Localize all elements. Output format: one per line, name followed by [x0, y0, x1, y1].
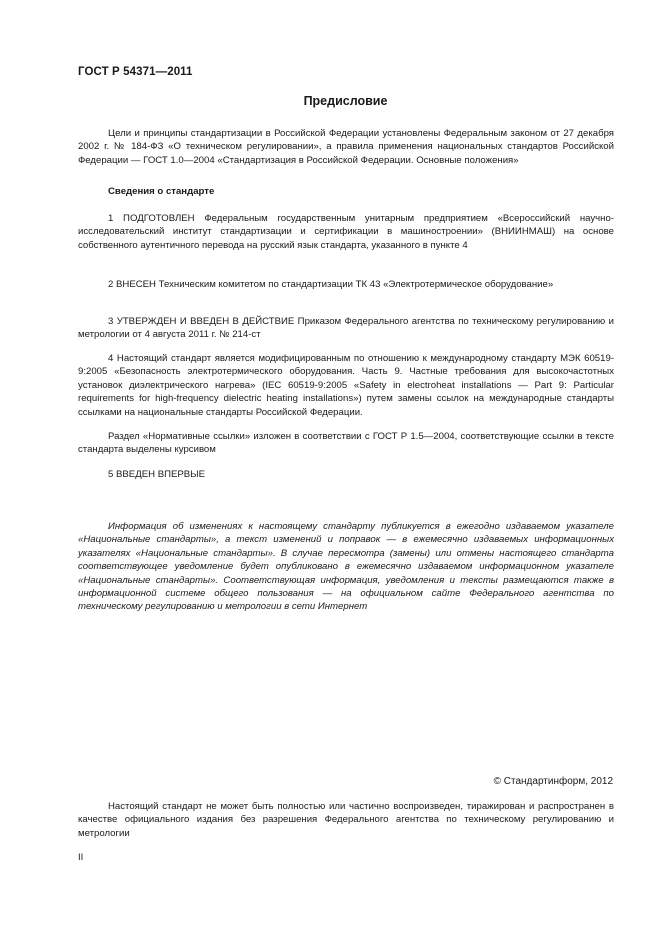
item-2-paragraph: 2 ВНЕСЕН Техническим комитетом по стандартизации ТК 43 «Электротермическое оборудование»	[108, 279, 554, 290]
normative-references-paragraph: Раздел «Нормативные ссылки» изложен в соответствии с ГОСТ Р 1.5—2004, соответствующие ссылки в тексте стандарта выделены курсивом	[78, 431, 614, 456]
item-4-paragraph: 4 Настоящий стандарт является модифицированным по отношению к международному стандарту МЭК 60519-9:2005 «Безопасность электротермического оборудования. Часть 9. Частные требования для высокочастотных установок диэлектрического нагрева» (IEC 60519-9:2005 «Safety in electroheat installations — Part 9: Particular requirements for high-frequency dielectric heating installations») путем замены ссылок на международные стандарты ссылками на национальные стандарты Российской Федерации.	[78, 353, 614, 418]
section-heading: Сведения о стандарте	[108, 186, 215, 197]
copyright-text: © Стандартинформ, 2012	[493, 776, 613, 787]
item-3-paragraph: 3 УТВЕРЖДЕН И ВВЕДЕН В ДЕЙСТВИЕ Приказом Федерального агентства по техническому регулированию и метрологии от 4 августа 2011 г. № 214-ст	[78, 316, 614, 341]
info-notice-paragraph: Информация об изменениях к настоящему стандарту публикуется в ежегодно издаваемом указателе «Национальные стандарты», а текст изменений и поправок — в ежемесячно издаваемых информационных указателях «Национальные стандарты». В случае пересмотра (замены) или отмены настоящего стандарта соответствующее уведомление будет опубликовано в ежемесячно издаваемом информационном указателе «Национальные стандарты». Соответствующая информация, уведомления и тексты размещаются также в информационной системе общего пользования — на официальном сайте Федерального агентства по техническому регулированию и метрологии в сети Интернет	[78, 521, 614, 613]
intro-paragraph: Цели и принципы стандартизации в Российской Федерации установлены Федеральным законом от 27 декабря 2002 г. № 184-ФЗ «О техническом регулировании», а правила применения национальных стандартов Российской Федерации — ГОСТ 1.0—2004 «Стандартизация в Российской Федерации. Основные положения»	[78, 128, 614, 166]
page-title: Предисловие	[303, 94, 388, 108]
reproduction-notice-paragraph: Настоящий стандарт не может быть полностью или частично воспроизведен, тиражирован и распространен в качестве официального издания без разрешения Федерального агентства по техническому регулированию и метрологии	[78, 801, 614, 839]
document-number-header: ГОСТ Р 54371—2011	[78, 66, 193, 78]
item-5-paragraph: 5 ВВЕДЕН ВПЕРВЫЕ	[108, 469, 206, 480]
item-1-paragraph: 1 ПОДГОТОВЛЕН Федеральным государственным унитарным предприятием «Всероссийский научно-исследовательский институт стандартизации и сертификации в машиностроении» (ВНИИНМАШ) на основе собственного аутентичного перевода на русский язык стандарта, указанного в пункте 4	[78, 213, 614, 251]
page-number: II	[78, 852, 84, 863]
